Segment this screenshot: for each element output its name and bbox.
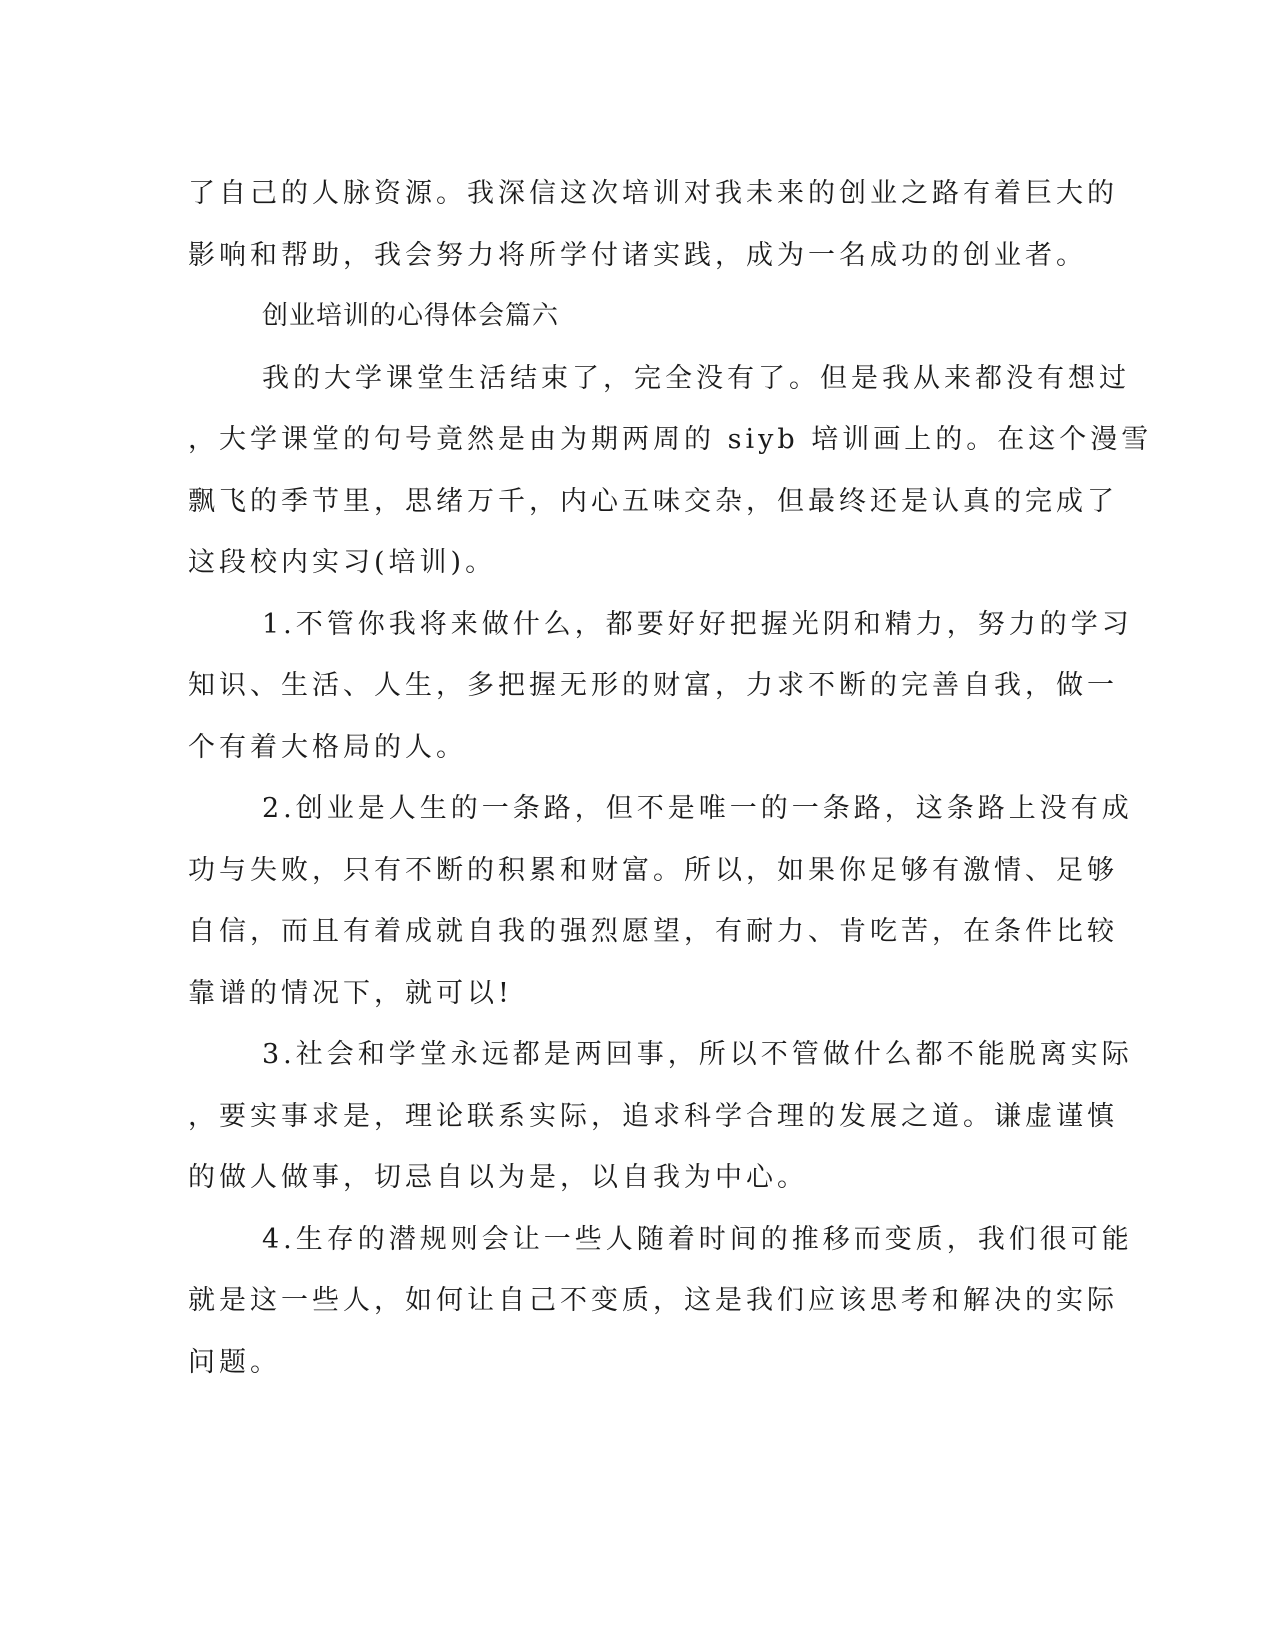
document-body (188, 163, 1153, 1393)
text-line: 飘飞的季节里，思绪万千，内心五味交杂，但最终还是认真的完成了 (188, 485, 1118, 517)
text-line: 4.生存的潜规则会让一些人随着时间的推移而变质，我们很可能 (262, 1223, 1133, 1255)
text-line: ，要实事求是，理论联系实际，追求科学合理的发展之道。谦虚谨慎 (188, 1100, 1118, 1132)
text-line: 2.创业是人生的一条路，但不是唯一的一条路，这条路上没有成 (262, 793, 1133, 824)
text-line: 知识、生活、人生，多把握无形的财富，力求不断的完善自我，做一 (188, 670, 1118, 701)
text-line: 这段校内实习(培训)。 (188, 547, 497, 578)
text-line: 个有着大格局的人。 (188, 731, 467, 763)
text-line: 1.不管你我将来做什么，都要好好把握光阴和精力，努力的学习 (262, 608, 1133, 640)
text-line: 我的大学课堂生活结束了，完全没有了。但是我从来都没有想过 (262, 362, 1130, 394)
text-line: ，大学课堂的句号竟然是由为期两周的 siyb 培训画上的。在这个漫雪 (188, 424, 1153, 455)
text-line: 问题。 (188, 1346, 281, 1378)
text-line: 的做人做事，切忌自以为是，以自我为中心。 (188, 1162, 808, 1193)
text-line: 靠谱的情况下，就可以! (188, 977, 513, 1009)
text-line: 就是这一些人，如何让自己不变质，这是我们应该思考和解决的实际 (188, 1285, 1118, 1316)
text-line: 功与失败，只有不断的积累和财富。所以，如果你足够有激情、足够 (188, 854, 1118, 886)
text-line: 影响和帮助，我会努力将所学付诸实践，成为一名成功的创业者。 (188, 239, 1087, 271)
text-line: 自信，而且有着成就自我的强烈愿望，有耐力、肯吃苦，在条件比较 (188, 916, 1118, 947)
text-line: 了自己的人脉资源。我深信这次培训对我未来的创业之路有着巨大的 (188, 178, 1118, 209)
text-line: 3.社会和学堂永远都是两回事，所以不管做什么都不能脱离实际 (262, 1039, 1133, 1070)
section-heading: 创业培训的心得体会篇六 (262, 301, 560, 331)
